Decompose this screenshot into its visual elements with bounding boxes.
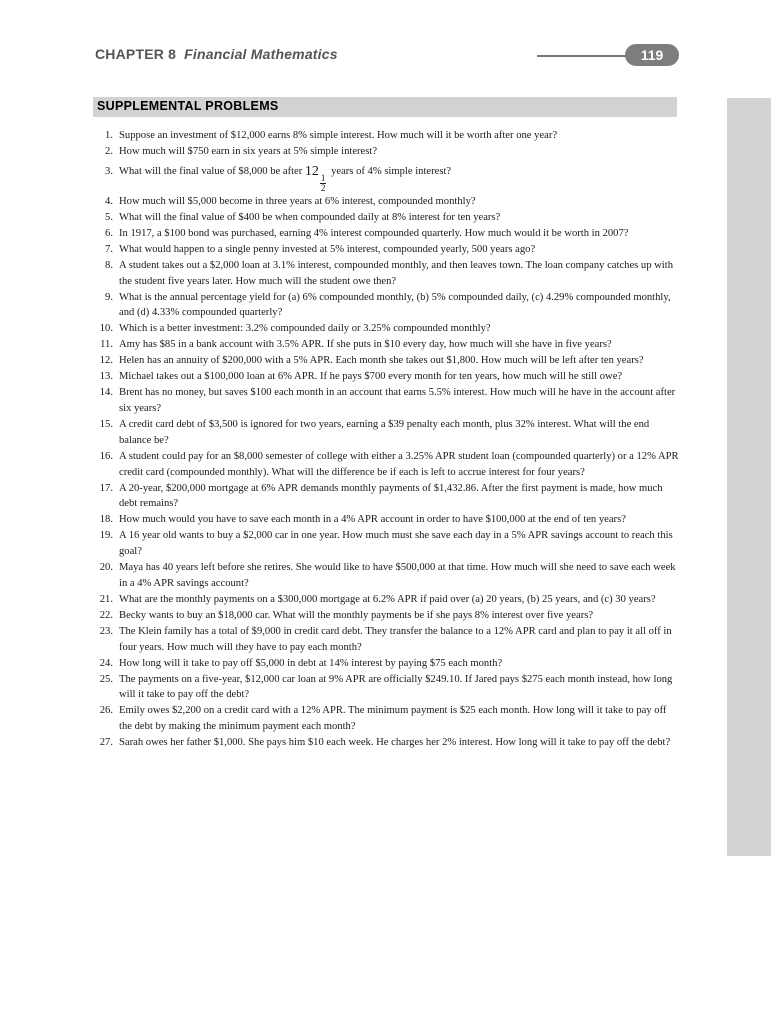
problem-item [97, 290, 679, 322]
problem-item [97, 161, 679, 193]
problem-text: A 20-year, $200,000 mortgage at 6% APR demands monthly payments of $1,432.86. After the first payment is made, how much debt remains? [119, 482, 663, 510]
problem-item [97, 560, 679, 592]
problem-number: 24. [99, 657, 113, 669]
problem-item [97, 369, 679, 385]
problem-text: The Klein family has a total of $9,000 in credit card debt. They transfer the balance to a 12% APR card and plan to pay it all off in four years. How much will they have to pay each month? [119, 625, 672, 653]
problem-text: What would happen to a single penny invested at 5% interest, compounded yearly, 500 years ago? [119, 243, 536, 255]
problem-text: How much will $5,000 become in three years at 6% interest, compounded monthly? [119, 195, 476, 207]
problem-text: Brent has no money, but saves $100 each month in an account that earns 5.5% interest. How much will he have in the account after six years? [119, 387, 676, 415]
problem-number: 9. [105, 291, 113, 303]
problem-text: A 16 year old wants to buy a $2,000 car in one year. How much must she save each day in a 5% APR savings account to reach this goal? [119, 530, 673, 558]
problem-number: 12. [99, 355, 113, 367]
problem-text: Becky wants to buy an $18,000 car. What will the monthly payments be if she pays 8% interest over five years? [119, 609, 594, 621]
section-heading-bar [93, 97, 677, 117]
problem-number: 26. [99, 705, 113, 717]
header-rule [537, 55, 627, 57]
problem-text: A student could pay for an $8,000 semester of college with either a 3.25% APR student loan (compounded quarterly) or a 12% APR credit card (compounded monthly). What will the difference be if each is left to accrue interest for four years? [119, 450, 679, 478]
problem-item [97, 449, 679, 481]
problem-number: 15. [99, 419, 113, 430]
problem-list [97, 128, 679, 751]
problem-text: What will the final value of $400 be when compounded daily at 8% interest for ten years? [119, 211, 501, 223]
problem-item [97, 624, 679, 656]
fraction-denominator: 2 [320, 182, 326, 193]
problem-text: years of 4% simple interest? [328, 165, 452, 177]
problem-number: 25. [99, 673, 113, 685]
problem-item [97, 592, 679, 608]
chapter-heading [95, 46, 338, 62]
problem-text: Helen has an annuity of $200,000 with a 5% APR. Each month she takes out $1,800. How much will be left after ten years? [119, 355, 644, 367]
margin-tab [727, 98, 771, 856]
problem-item [97, 385, 679, 417]
fraction [320, 174, 327, 193]
problem-item [97, 194, 679, 210]
problem-number: 5. [105, 211, 113, 223]
problem-text: Emily owes $2,200 on a credit card with a 12% APR. The minimum payment is $25 each month. How long will it take to pay off the debt by making the minimum payment each month? [119, 705, 667, 733]
problem-number: 11. [100, 339, 113, 351]
problem-item [97, 672, 679, 704]
problem-text: What will the final value of $8,000 be after [119, 165, 305, 177]
problem-text: Maya has 40 years left before she retires. She would like to have $500,000 at that time. How much will she need to save each week in a 4% APR savings account? [119, 562, 676, 589]
problem-item [97, 321, 679, 337]
problem-text: In 1917, a $100 bond was purchased, earning 4% interest compounded quarterly. How much would it be worth in 2007? [119, 227, 629, 239]
problem-item [97, 144, 679, 160]
problem-text: Sarah owes her father $1,000. She pays him $10 each week. He charges her 2% interest. How long will it take to pay off the debt? [119, 737, 671, 749]
problem-number: 1. [105, 130, 113, 141]
section-title: SUPPLEMENTAL PROBLEMS [97, 99, 279, 113]
problem-text: What are the monthly payments on a $300,000 mortgage at 6.2% APR if paid over (a) 20 years, (b) 25 years, and (c) 30 years? [119, 593, 656, 605]
problem-item [97, 656, 679, 672]
problem-item [97, 703, 679, 735]
problem-text: How long will it take to pay off $5,000 in debt at 14% interest by paying $75 each month? [119, 657, 503, 669]
problem-item [97, 608, 679, 624]
problem-text: Michael takes out a $100,000 loan at 6% APR. If he pays $700 every month for ten years, how much will he still owe? [119, 371, 623, 383]
problem-number: 17. [99, 482, 113, 494]
fraction-numerator: 1 [320, 172, 326, 183]
problem-number: 4. [105, 195, 113, 207]
page-number-badge: 119 [625, 44, 679, 66]
problem-text: Amy has $85 in a bank account with 3.5% APR. If she puts in $10 every day, how much will she have in five years? [119, 339, 612, 351]
problem-text: How much would you have to save each month in a 4% APR account in order to have $100,000 at the end of ten years? [119, 514, 626, 526]
problem-item [97, 512, 679, 528]
problem-number: 23. [99, 625, 113, 637]
problem-number: 16. [99, 450, 113, 462]
chapter-title: Financial Mathematics [184, 46, 338, 62]
problem-number: 10. [99, 323, 113, 335]
problem-number: 3. [105, 165, 113, 177]
problem-number: 18. [99, 514, 113, 526]
problem-number: 27. [99, 737, 113, 749]
problem-text: The payments on a five-year, $12,000 car loan at 9% APR are officially $249.10. If Jared pays $275 each month instead, how long will it take to pay off the debt? [119, 673, 673, 701]
problem-item [97, 258, 679, 290]
problem-item [97, 128, 679, 144]
mixed-number-whole: 12 [304, 163, 319, 179]
problem-number: 22. [99, 609, 113, 621]
problem-number: 13. [99, 371, 113, 383]
problem-text: Which is a better investment: 3.2% compounded daily or 3.25% compounded monthly? [119, 323, 491, 335]
problem-text: A student takes out a $2,000 loan at 3.1% interest, compounded monthly, and then leaves town. The loan company catches up with the student five years later. How much will the student owe then? [119, 259, 673, 287]
chapter-number: CHAPTER 8 [95, 46, 177, 62]
problem-number: 21. [99, 593, 113, 605]
problem-text: What is the annual percentage yield for (a) 6% compounded monthly, (b) 5% compounded daily, (c) 4.29% compounded monthly, and (d) 4.33% compounded quarterly? [119, 291, 671, 319]
problem-number: 8. [105, 259, 113, 271]
problem-number: 7. [105, 243, 113, 255]
running-header [95, 44, 680, 68]
problem-number: 19. [99, 530, 113, 542]
problem-item [97, 417, 679, 449]
problem-number: 6. [105, 227, 113, 239]
problem-item [97, 481, 679, 513]
problem-item [97, 735, 679, 751]
problem-item [97, 226, 679, 242]
problem-text: How much will $750 earn in six years at 5% simple interest? [119, 145, 378, 157]
problem-item [97, 353, 679, 369]
problem-item [97, 210, 679, 226]
problem-item [97, 528, 679, 560]
problem-text: A credit card debt of $3,500 is ignored for two years, earning a $39 penalty each month, plus 32% interest. What will the end balance be? [119, 419, 650, 446]
problem-text: Suppose an investment of $12,000 earns 8% simple interest. How much will it be worth after one year? [119, 130, 558, 141]
problem-number: 20. [99, 562, 113, 574]
problem-number: 14. [99, 387, 113, 399]
problem-number: 2. [105, 145, 113, 157]
problem-item [97, 242, 679, 258]
problem-item [97, 337, 679, 353]
